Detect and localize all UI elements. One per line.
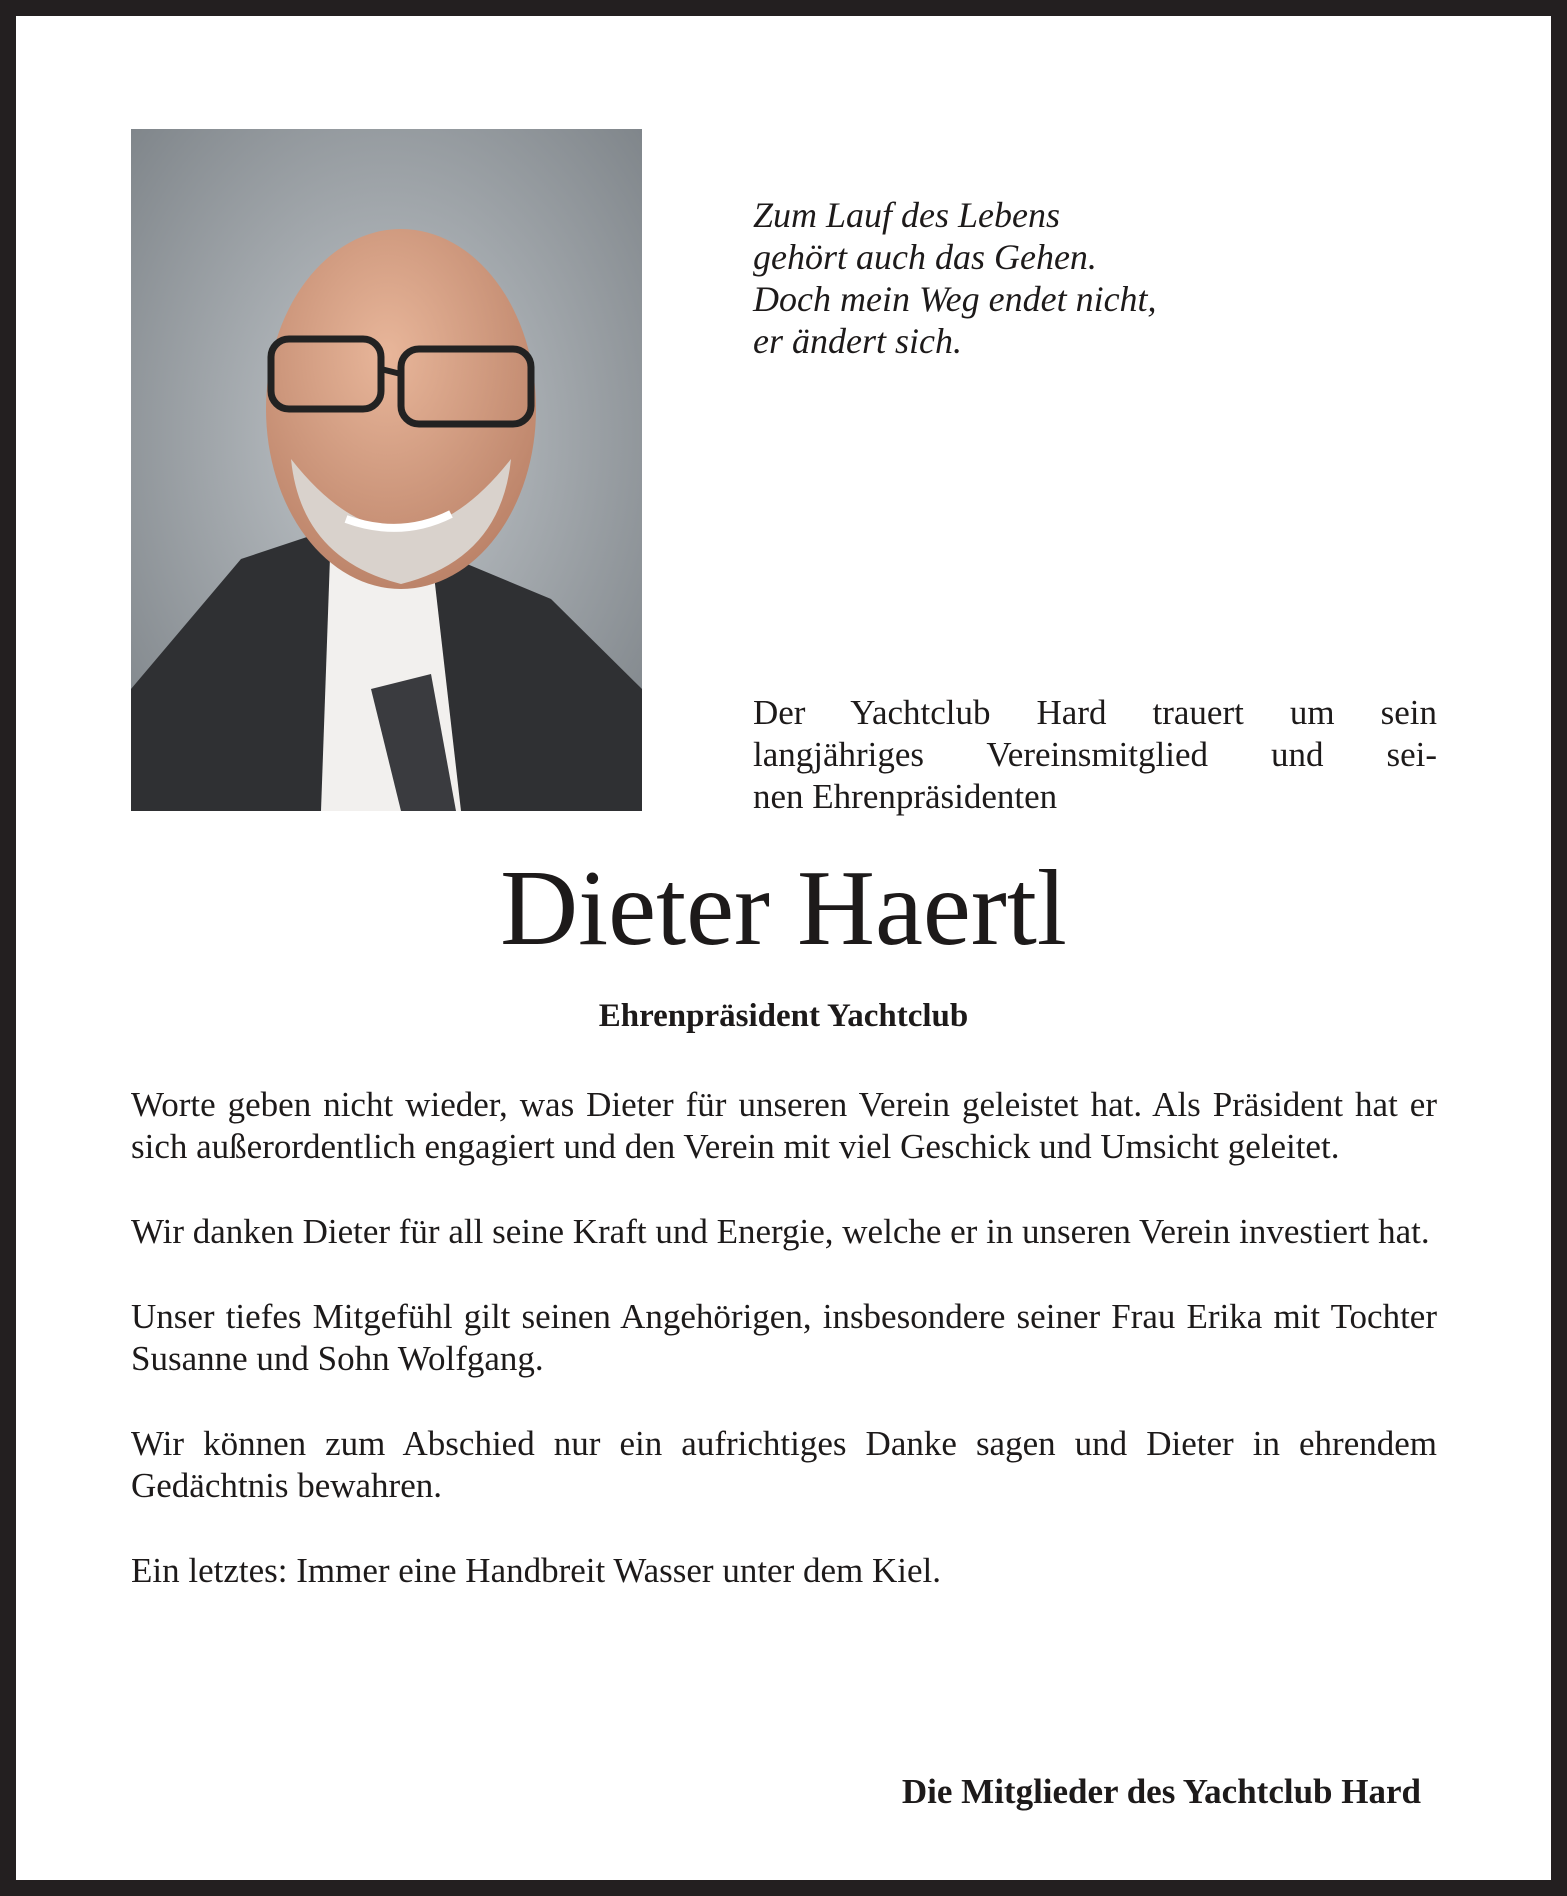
quote-line: gehört auch das Gehen.: [753, 237, 1097, 277]
signature: Die Mitglieder des Yachtclub Hard: [901, 1772, 1421, 1811]
portrait-image: [131, 129, 642, 811]
quote-line: Doch mein Weg endet nicht,: [753, 279, 1157, 319]
body-paragraph: Unser tiefes Mitgefühl gilt seinen Angehörigen, insbesondere seiner Frau Erika mit Tochter Susanne und Sohn Wolfgang.: [131, 1297, 1437, 1378]
body-paragraph: Wir danken Dieter für all seine Kraft und Energie, welche er in unseren Verein investiert hat.: [131, 1212, 1430, 1251]
body-paragraph: Ein letztes: Immer eine Handbreit Wasser unter dem Kiel.: [131, 1551, 942, 1590]
intro-text: [753, 692, 1437, 818]
intro-line: langjähriges Vereinsmitglied und sei-: [753, 735, 1437, 774]
body-paragraph: Wir können zum Abschied nur ein aufrichtiges Danke sagen und Dieter in ehrendem Gedächtnis bewahren.: [131, 1424, 1437, 1505]
quote-line: Zum Lauf des Lebens: [753, 195, 1061, 235]
quote-line: er ändert sich.: [753, 321, 962, 361]
obituary-body: [131, 1084, 1437, 1635]
deceased-name: Dieter Haertl: [500, 849, 1067, 968]
deceased-title: Ehrenpräsident Yachtclub: [598, 998, 969, 1034]
portrait-photo: [131, 129, 642, 811]
intro-line: nen Ehrenpräsidenten: [753, 777, 1058, 816]
body-paragraph: Worte geben nicht wieder, was Dieter für unseren Verein geleistet hat. Als Präsident hat er sich außerordentlich engagiert und den Verein mit viel Geschick und Umsicht geleitet.: [131, 1085, 1437, 1166]
intro-line: Der Yachtclub Hard trauert um sein: [753, 693, 1437, 732]
obituary-page: [16, 16, 1551, 1880]
memorial-quote: [753, 194, 1157, 362]
